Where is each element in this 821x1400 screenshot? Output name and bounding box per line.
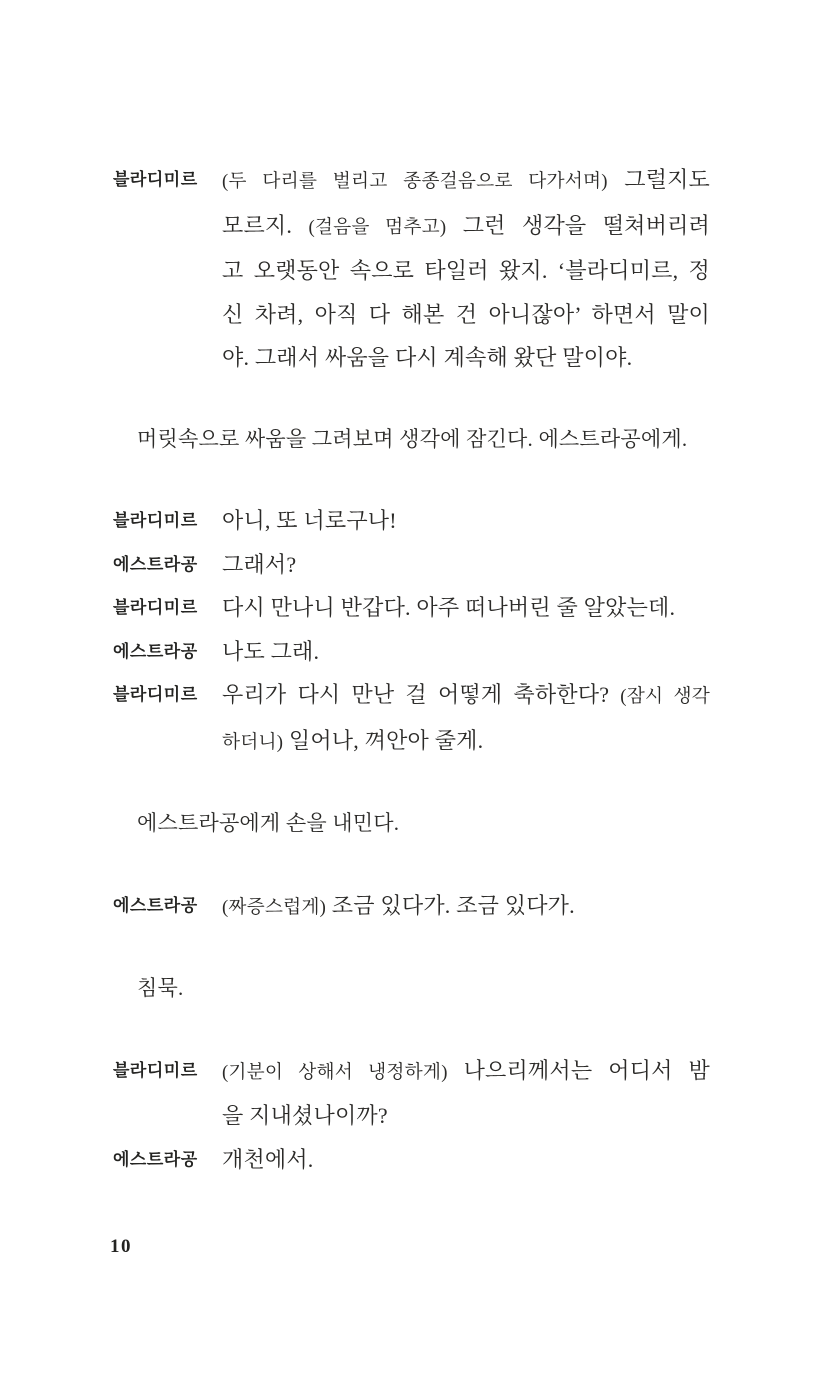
speech-line: 고 오랫동안 속으로 타일러 왔지. ‘블라디미르, 정: [222, 258, 710, 283]
speech-line: (두 다리를 벌리고 종종걸음으로 다가서며) 그럴지도: [222, 167, 710, 192]
speech-line: 그래서?: [222, 551, 297, 577]
speech-block: [113, 673, 710, 764]
speech-line: 다시 만나니 반갑다. 아주 떠나버린 줄 알았는데.: [222, 595, 676, 620]
speech-text: [222, 673, 710, 764]
inline-stage-cue: (걸음을 멈추고): [308, 216, 447, 238]
speech-block: [113, 1138, 710, 1182]
stage-direction: [137, 418, 710, 462]
stage-direction: [137, 802, 710, 846]
speech-block: [113, 884, 710, 930]
speaker-name: 블라디미르: [113, 1060, 198, 1080]
speech-line: (기분이 상해서 냉정하게) 나으리께서는 어디서 밤: [222, 1057, 710, 1083]
speech-line: 을 지내셨나이까?: [222, 1103, 388, 1128]
speech-line: 신 차려, 아직 다 해본 건 아니잖아’ 하면서 말이: [222, 301, 710, 327]
speaker-name: 에스트라공: [113, 895, 198, 915]
speech-line: 나도 그래.: [222, 638, 320, 664]
speech-text: [222, 499, 710, 543]
speech-block: [113, 499, 710, 543]
speech-text: [222, 586, 710, 630]
speech-text: [222, 884, 710, 930]
speech-line: 아니, 또 너로구나!: [222, 508, 397, 533]
speech-text: [222, 1049, 710, 1138]
speech-line: 개천에서.: [222, 1146, 314, 1172]
speech-line: (짜증스럽게) 조금 있다가. 조금 있다가.: [222, 892, 575, 918]
speech-block: [113, 1049, 710, 1138]
speech-text: [222, 543, 710, 587]
speaker-name: 에스트라공: [113, 641, 198, 661]
script-blocks: [113, 158, 710, 1181]
speech-line: 우리가 다시 만난 걸 어떻게 축하한다? (잠시 생각: [222, 682, 710, 707]
speech-line: 모르지. (걸음을 멈추고) 그런 생각을 떨쳐버리려: [222, 212, 710, 238]
speaker-name: 블라디미르: [113, 685, 198, 704]
speaker-name: 에스트라공: [113, 554, 198, 574]
speech-block: [113, 158, 710, 380]
inline-stage-cue: (두 다리를 벌리고 종종걸음으로 다가서며): [222, 171, 608, 192]
inline-stage-cue: (기분이 상해서 냉정하게): [222, 1061, 448, 1083]
speaker-name: 에스트라공: [113, 1149, 198, 1169]
speech-text: [222, 1138, 710, 1182]
stage-direction-line: 에스트라공에게 손을 내민다.: [137, 811, 400, 835]
page-number: 10: [110, 1236, 132, 1257]
stage-direction-line: 침묵.: [137, 976, 184, 1000]
inline-stage-cue: (짜증스럽게): [222, 896, 327, 918]
inline-stage-cue: (잠시 생각: [620, 686, 710, 707]
speaker-name: 블라디미르: [113, 598, 198, 617]
speaker-name: 블라디미르: [113, 170, 198, 189]
inline-stage-cue: 하더니): [222, 731, 284, 753]
speech-block: [113, 630, 710, 674]
stage-direction: [137, 967, 710, 1011]
speech-line: 하더니) 일어나, 껴안아 줄게.: [222, 727, 484, 753]
stage-direction-line: 머릿속으로 싸움을 그려보며 생각에 잠긴다. 에스트라공에게.: [137, 426, 688, 451]
speaker-name: 블라디미르: [113, 511, 198, 530]
speech-text: [222, 158, 710, 380]
speech-block: [113, 543, 710, 587]
speech-text: [222, 630, 710, 674]
speech-block: [113, 586, 710, 630]
speech-line: 야. 그래서 싸움을 다시 계속해 왔단 말이야.: [222, 345, 633, 370]
